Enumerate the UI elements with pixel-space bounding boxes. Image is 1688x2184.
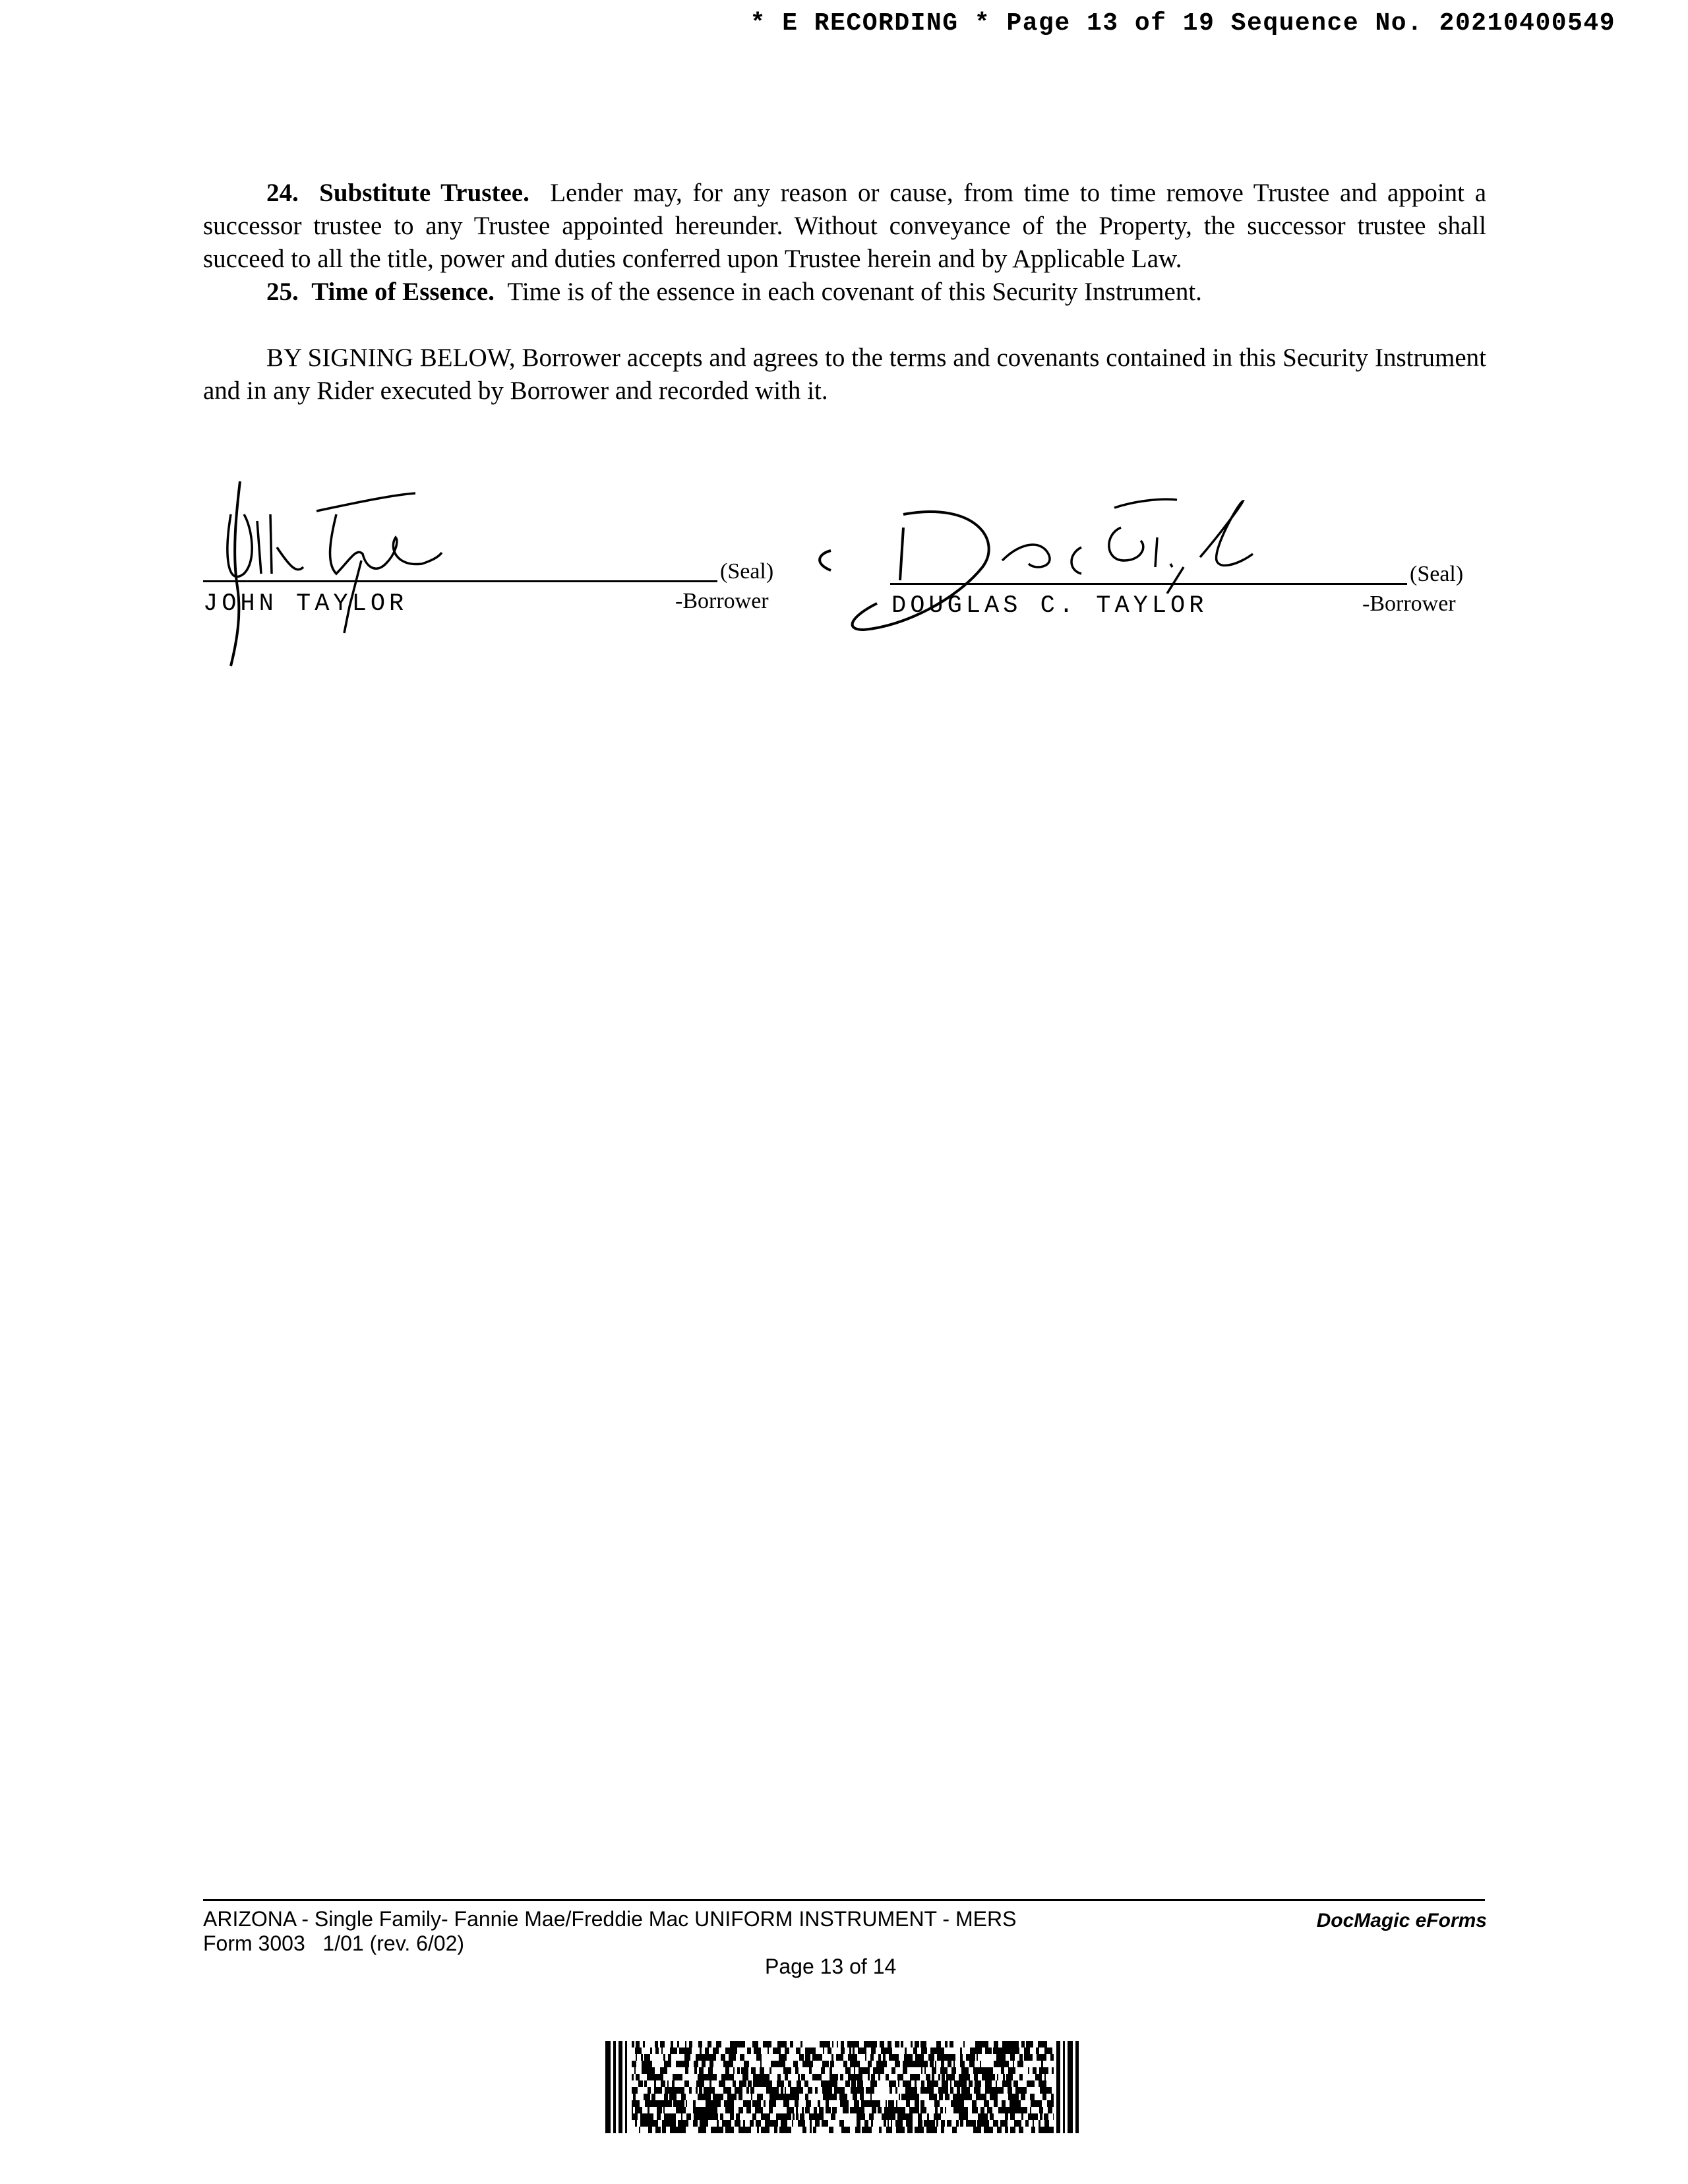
brand-name: DocMagic: [1316, 1910, 1410, 1931]
document-body: [203, 177, 1486, 408]
form-number: Form 3003 1/01 (rev. 6/02): [203, 1931, 465, 1955]
clause-heading: Time of Essence.: [311, 278, 495, 306]
handwritten-signature: [198, 475, 462, 673]
clause-24: [203, 177, 1486, 276]
seal-label: (Seal): [1410, 562, 1464, 586]
clause-text: Lender may, for any reason or cause, from time to time remove Trustee and appoint a successor trustee to any Trustee appointed hereunder. Without conveyance of the Property, the successor trustee shall succeed to all the title, power and duties conferred upon Trustee herein and by Applicable Law.: [203, 179, 1486, 273]
handwritten-signature: [804, 488, 1266, 646]
signer-name: DOUGLAS C. TAYLOR: [891, 592, 1208, 620]
signature-line: [890, 583, 1407, 585]
borrower-label: -Borrower: [675, 589, 769, 613]
borrower-label: -Borrower: [1362, 592, 1456, 616]
signer-name: JOHN TAYLOR: [203, 590, 408, 618]
clause-heading: Substitute Trustee.: [319, 179, 529, 207]
clause-text: Time is of the essence in each covenant of this Security Instrument.: [507, 278, 1202, 306]
recording-stamp: * E RECORDING * Page 13 of 19 Sequence No. 20210400549: [750, 9, 1615, 38]
footer-rule: [203, 1899, 1485, 1901]
acceptance-paragraph: BY SIGNING BELOW, Borrower accepts and agrees to the terms and covenants contained in this Security Instrument and in any Rider executed by Borrower and recorded with it.: [203, 344, 1486, 405]
clause-25: [203, 276, 1486, 309]
form-description: ARIZONA - Single Family- Fannie Mae/Freddie Mac UNIFORM INSTRUMENT - MERS: [203, 1907, 1017, 1931]
clause-number: 24.: [266, 179, 299, 207]
signature-line: [203, 580, 717, 582]
docmagic-logo: [1317, 1910, 1487, 1932]
page-number: Page 13 of 14: [765, 1955, 897, 1978]
clause-number: 25.: [266, 278, 299, 306]
barcode-image: [605, 2041, 1080, 2133]
form-identifier: [203, 1907, 1016, 1956]
brand-suffix: eForms: [1415, 1910, 1487, 1931]
seal-label: (Seal): [720, 559, 774, 584]
